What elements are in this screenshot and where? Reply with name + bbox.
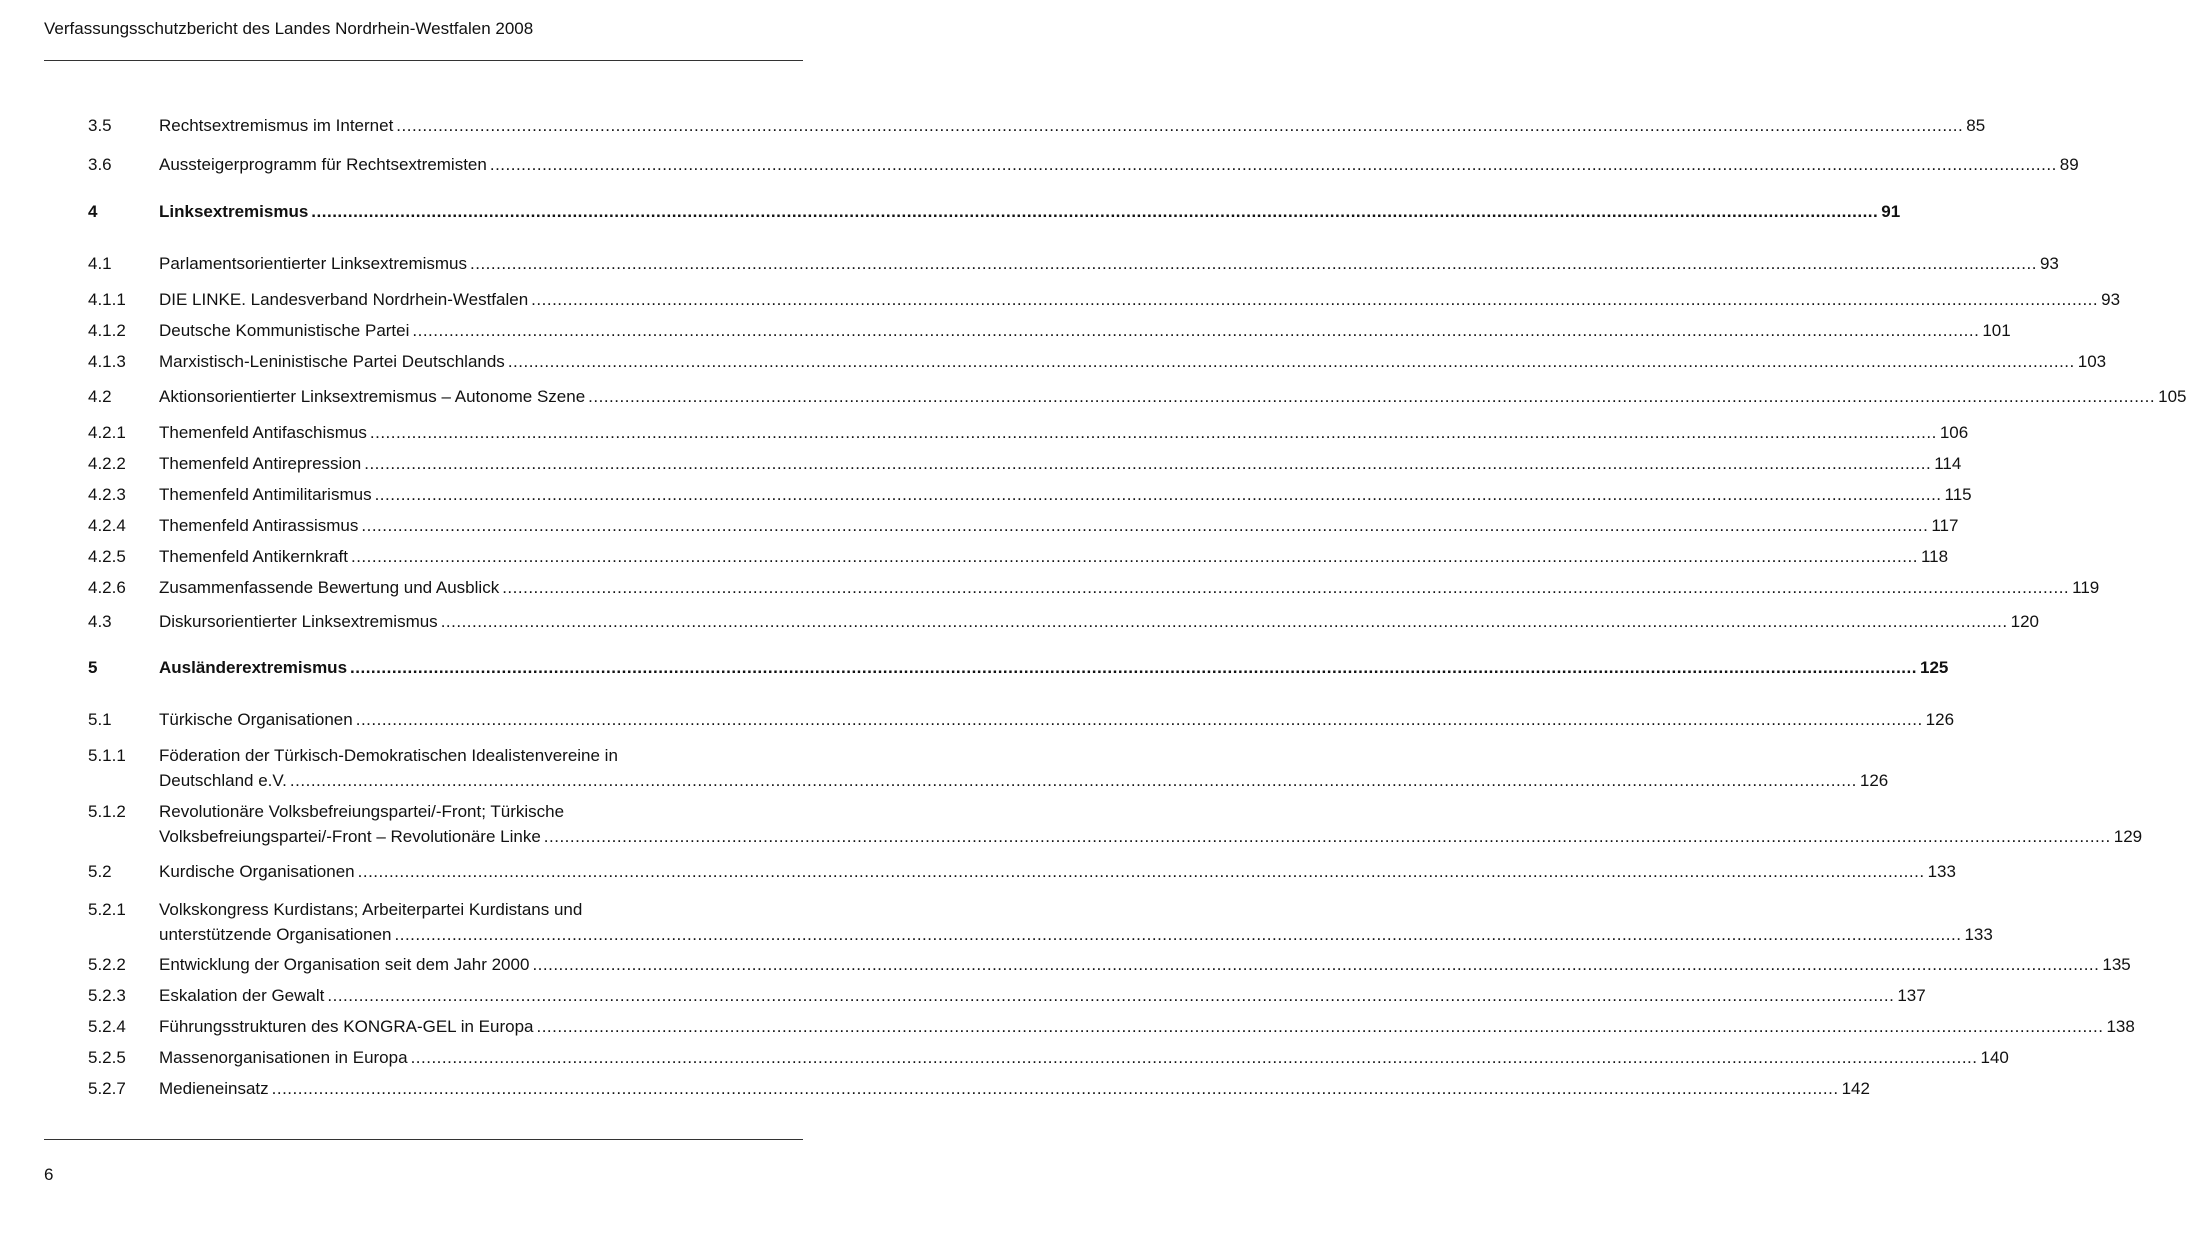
toc-entry-page: 133 bbox=[1927, 862, 1956, 881]
dot-leader: ............................................................................................................................................................................................................................................................................................................ bbox=[410, 1048, 1978, 1067]
toc-entry-title: Aussteigerprogramm für Rechtsextremisten bbox=[159, 155, 487, 174]
toc-entry-chapter[interactable] bbox=[88, 199, 1901, 224]
toc-entry-page: 129 bbox=[2113, 827, 2143, 846]
toc-entry-page: 115 bbox=[1944, 485, 1972, 504]
dot-leader: ............................................................................................................................................................................................................................................................................................................ bbox=[470, 254, 2037, 273]
dot-leader: ............................................................................................................................................................................................................................................................................................................ bbox=[361, 516, 1929, 535]
toc-entry-number: 4.2.5 bbox=[88, 547, 126, 566]
toc-entry-number: 5.1.1 bbox=[88, 746, 126, 765]
toc-entry-number: 5 bbox=[88, 658, 98, 677]
dot-leader: ............................................................................................................................................................................................................................................................................................................ bbox=[532, 955, 2100, 974]
toc-entry-page: 125 bbox=[1919, 658, 1949, 677]
toc-entry-number: 4.2.3 bbox=[88, 485, 126, 504]
toc-entry-title: Ausländerextremismus bbox=[159, 658, 348, 677]
toc-entry-title: Türkische Organisationen bbox=[159, 710, 353, 729]
dot-leader: ............................................................................................................................................................................................................................................................................................................ bbox=[311, 202, 1879, 221]
toc-entry-title: Marxistisch-Leninistische Partei Deutschlands bbox=[159, 352, 505, 371]
toc-entry-chapter[interactable] bbox=[88, 655, 1949, 680]
toc-entry-page: 101 bbox=[1982, 321, 2011, 340]
toc-entry[interactable] bbox=[88, 318, 2011, 343]
toc-entry[interactable] bbox=[88, 287, 2121, 312]
toc-entry-number: 4.1.1 bbox=[88, 290, 126, 309]
toc-entry-page: 85 bbox=[1966, 116, 1986, 135]
toc-entry-page: 105 bbox=[2158, 387, 2186, 406]
toc-entry-page: 114 bbox=[1934, 454, 1962, 473]
toc-entry[interactable] bbox=[88, 544, 1949, 569]
toc-entry-number: 5.2 bbox=[88, 862, 112, 881]
toc-entry-title: Themenfeld Antifaschismus bbox=[159, 423, 367, 442]
toc-entry-title: Eskalation der Gewalt bbox=[159, 986, 325, 1005]
toc-entry-number: 5.2.4 bbox=[88, 1017, 126, 1036]
toc-entry-title: Deutsche Kommunistische Partei bbox=[159, 321, 410, 340]
dot-leader: ............................................................................................................................................................................................................................................................................................................ bbox=[588, 387, 2156, 406]
toc-entry-title-line1: Volkskongress Kurdistans; Arbeiterpartei Kurdistans und bbox=[159, 900, 583, 919]
toc-entry[interactable] bbox=[88, 1076, 1870, 1101]
dot-leader: ............................................................................................................................................................................................................................................................................................................ bbox=[374, 485, 1942, 504]
toc-entry-page: 126 bbox=[1859, 771, 1889, 790]
toc-entry[interactable] bbox=[88, 743, 1889, 793]
toc-entry-number: 5.2.1 bbox=[88, 900, 126, 919]
dot-leader: ............................................................................................................................................................................................................................................................................................................ bbox=[355, 710, 1923, 729]
toc-entry-page: 89 bbox=[2059, 155, 2079, 174]
toc-entry-page: 103 bbox=[2077, 352, 2107, 371]
toc-entry[interactable] bbox=[88, 983, 1926, 1008]
toc-entry-title: Medieneinsatz bbox=[159, 1079, 269, 1098]
toc-entry[interactable] bbox=[88, 1045, 2009, 1070]
toc-entry-title-line1: Föderation der Türkisch-Demokratischen Idealistenvereine in bbox=[159, 746, 618, 765]
toc-entry-number: 4 bbox=[88, 202, 98, 221]
toc-entry-page: 106 bbox=[1939, 423, 1969, 442]
dot-leader: ............................................................................................................................................................................................................................................................................................................ bbox=[357, 862, 1925, 881]
toc-entry-number: 4.1 bbox=[88, 254, 112, 273]
toc-entry-page: 135 bbox=[2102, 955, 2131, 974]
dot-leader: ............................................................................................................................................................................................................................................................................................................ bbox=[394, 925, 1962, 944]
toc-entry-title: Zusammenfassende Bewertung und Ausblick bbox=[159, 578, 500, 597]
toc-entry-number: 5.2.7 bbox=[88, 1079, 126, 1098]
toc-entry-number: 5.2.5 bbox=[88, 1048, 126, 1067]
toc-entry[interactable] bbox=[88, 952, 2131, 977]
toc-entry[interactable] bbox=[88, 609, 2040, 634]
dot-leader: ............................................................................................................................................................................................................................................................................................................ bbox=[271, 1079, 1839, 1098]
dot-leader: ............................................................................................................................................................................................................................................................................................................ bbox=[412, 321, 1980, 340]
toc-entry-title: Themenfeld Antimilitarismus bbox=[159, 485, 372, 504]
toc-entry[interactable] bbox=[88, 152, 2079, 177]
dot-leader: ............................................................................................................................................................................................................................................................................................................ bbox=[543, 827, 2111, 846]
dot-leader: ............................................................................................................................................................................................................................................................................................................ bbox=[440, 612, 2008, 631]
toc-entry-page: 119 bbox=[2072, 578, 2100, 597]
dot-leader: ............................................................................................................................................................................................................................................................................................................ bbox=[536, 1017, 2104, 1036]
toc-entry[interactable] bbox=[88, 859, 1956, 884]
toc-entry[interactable] bbox=[88, 420, 1969, 445]
toc-entry[interactable] bbox=[88, 349, 2107, 374]
toc-entry[interactable] bbox=[88, 384, 2186, 409]
toc-entry-number: 3.5 bbox=[88, 116, 112, 135]
toc-entry[interactable] bbox=[88, 513, 1959, 538]
toc-entry-title: Themenfeld Antikernkraft bbox=[159, 547, 348, 566]
toc-entry-number: 5.1.2 bbox=[88, 802, 126, 821]
toc-entry-number: 5.1 bbox=[88, 710, 112, 729]
toc-entry-title: Deutschland e.V. bbox=[159, 771, 287, 790]
toc-entry-title: Aktionsorientierter Linksextremismus – Autonome Szene bbox=[159, 387, 586, 406]
dot-leader: ............................................................................................................................................................................................................................................................................................................ bbox=[531, 290, 2099, 309]
toc-entry[interactable] bbox=[88, 251, 2059, 276]
toc-entry-number: 4.2 bbox=[88, 387, 112, 406]
toc-entry-number: 4.3 bbox=[88, 612, 112, 631]
toc-entry-title: Themenfeld Antirepression bbox=[159, 454, 362, 473]
toc-entry-number: 4.1.2 bbox=[88, 321, 126, 340]
toc-entry[interactable] bbox=[88, 482, 1972, 507]
toc-entry-page: 137 bbox=[1897, 986, 1926, 1005]
toc-entry-title: Volksbefreiungspartei/-Front – Revolutionäre Linke bbox=[159, 827, 541, 846]
toc-entry-page: 93 bbox=[2039, 254, 2059, 273]
toc-entry[interactable] bbox=[88, 1014, 2135, 1039]
toc-entry-title: unterstützende Organisationen bbox=[159, 925, 392, 944]
toc-entry-page: 120 bbox=[2010, 612, 2040, 631]
toc-entry-number: 3.6 bbox=[88, 155, 112, 174]
toc-entry-page: 91 bbox=[1881, 202, 1901, 221]
toc-entry-title: Linksextremismus bbox=[159, 202, 309, 221]
toc-entry[interactable] bbox=[88, 451, 1962, 476]
dot-leader: ............................................................................................................................................................................................................................................................................................................ bbox=[502, 578, 2070, 597]
dot-leader: ............................................................................................................................................................................................................................................................................................................ bbox=[396, 116, 1964, 135]
dot-leader: ............................................................................................................................................................................................................................................................................................................ bbox=[350, 658, 1917, 677]
toc-entry-number: 5.2.3 bbox=[88, 986, 126, 1005]
header-divider bbox=[44, 60, 803, 61]
toc-entry-page: 117 bbox=[1931, 516, 1959, 535]
toc-entry-title: Rechtsextremismus im Internet bbox=[159, 116, 394, 135]
toc-entry-title: Diskursorientierter Linksextremismus bbox=[159, 612, 438, 631]
toc-entry-title: Führungsstrukturen des KONGRA-GEL in Europa bbox=[159, 1017, 534, 1036]
dot-leader: ............................................................................................................................................................................................................................................................................................................ bbox=[507, 352, 2075, 371]
toc-entry-number: 4.2.2 bbox=[88, 454, 126, 473]
footer-divider bbox=[44, 1139, 803, 1140]
toc-entry[interactable] bbox=[88, 799, 2143, 849]
dot-leader: ............................................................................................................................................................................................................................................................................................................ bbox=[289, 771, 1857, 790]
page-number: 6 bbox=[44, 1165, 54, 1184]
toc-entry-page: 133 bbox=[1964, 925, 1993, 944]
toc-entry-page: 140 bbox=[1980, 1048, 2009, 1067]
toc-entry[interactable] bbox=[88, 897, 1993, 947]
page-header-title: Verfassungsschutzbericht des Landes Nordrhein-Westfalen 2008 bbox=[44, 19, 534, 38]
toc-entry-page: 93 bbox=[2101, 290, 2121, 309]
toc-entry[interactable] bbox=[88, 707, 1955, 732]
dot-leader: ............................................................................................................................................................................................................................................................................................................ bbox=[369, 423, 1937, 442]
dot-leader: ............................................................................................................................................................................................................................................................................................................ bbox=[327, 986, 1895, 1005]
toc-entry-title: Massenorganisationen in Europa bbox=[159, 1048, 408, 1067]
toc-entry-page: 138 bbox=[2106, 1017, 2135, 1036]
toc-entry-title-line1: Revolutionäre Volksbefreiungspartei/-Front; Türkische bbox=[159, 802, 565, 821]
dot-leader: ............................................................................................................................................................................................................................................................................................................ bbox=[364, 454, 1932, 473]
toc-entry-title: Kurdische Organisationen bbox=[159, 862, 355, 881]
toc-entry-page: 118 bbox=[1920, 547, 1949, 566]
toc-entry-number: 5.2.2 bbox=[88, 955, 126, 974]
toc-entry[interactable] bbox=[88, 575, 2100, 600]
dot-leader: ............................................................................................................................................................................................................................................................................................................ bbox=[489, 155, 2057, 174]
toc-entry-title: DIE LINKE. Landesverband Nordrhein-Westfalen bbox=[159, 290, 529, 309]
toc-entry-title: Parlamentsorientierter Linksextremismus bbox=[159, 254, 467, 273]
toc-entry-page: 142 bbox=[1841, 1079, 1870, 1098]
toc-entry-number: 4.2.4 bbox=[88, 516, 126, 535]
dot-leader: ............................................................................................................................................................................................................................................................................................................ bbox=[350, 547, 1918, 566]
toc-entry-title: Entwicklung der Organisation seit dem Jahr 2000 bbox=[159, 955, 530, 974]
toc-entry-number: 4.2.1 bbox=[88, 423, 126, 442]
toc-entry-title: Themenfeld Antirassismus bbox=[159, 516, 359, 535]
toc-entry-number: 4.1.3 bbox=[88, 352, 126, 371]
toc-entry-number: 4.2.6 bbox=[88, 578, 126, 597]
toc-entry-page: 126 bbox=[1925, 710, 1955, 729]
toc-entry[interactable] bbox=[88, 113, 1986, 138]
